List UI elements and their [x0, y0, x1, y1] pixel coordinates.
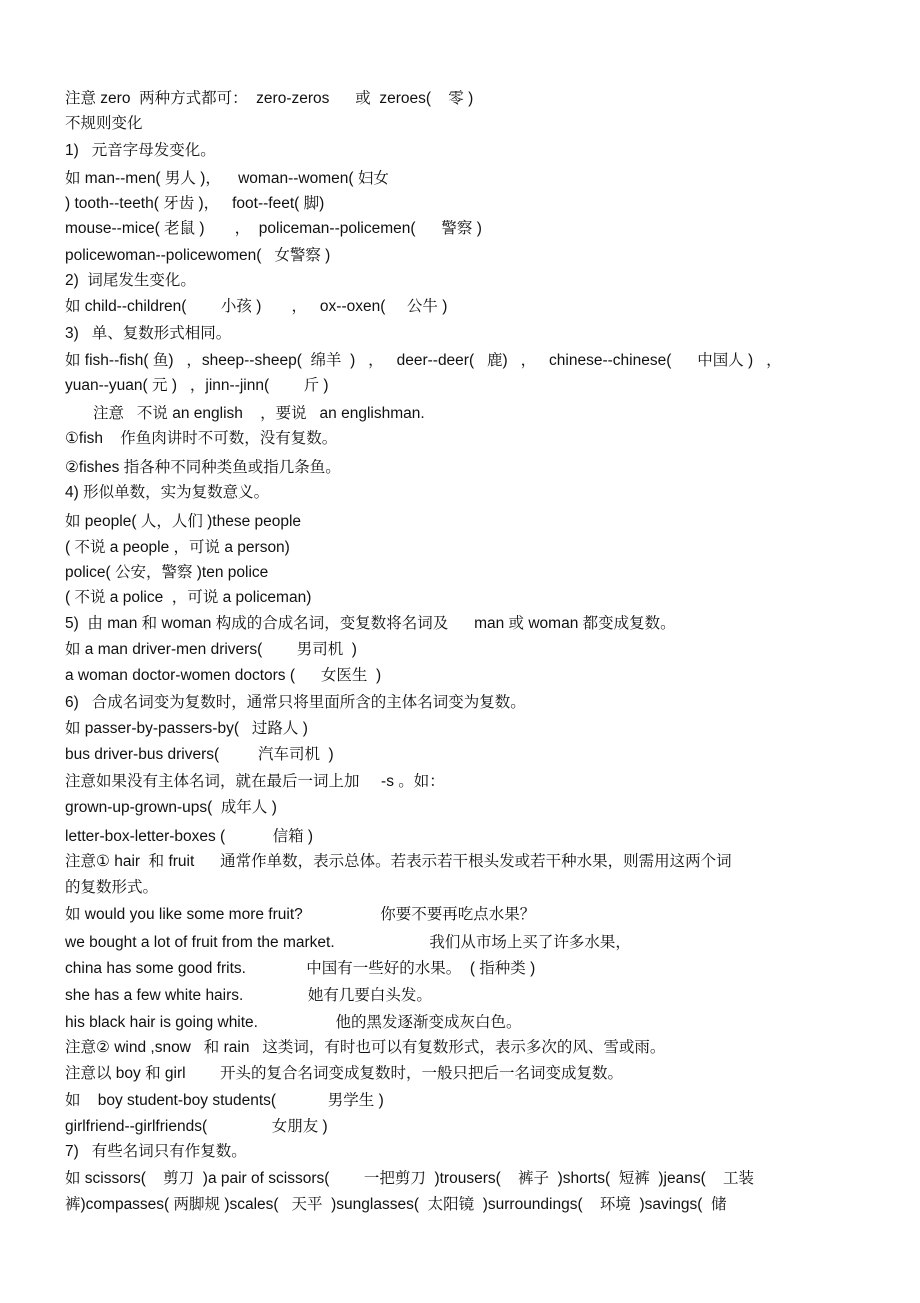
- text-line: 裤)compasses( 两脚规 )scales( 天平 )sunglasses( 太阳镜 )surroundings( 环境 )savings( 储: [65, 1196, 727, 1213]
- text-line: his black hair is going white. 他的黑发逐渐变成灰白色。: [65, 1014, 522, 1031]
- text-line: 2) 词尾发生变化。: [65, 272, 196, 289]
- text-line: a woman doctor-women doctors ( 女医生 ): [65, 667, 382, 684]
- text-line: 如 a man driver-men drivers( 男司机 ): [65, 641, 357, 658]
- text-line: ( 不说 a people ，可说 a person): [65, 539, 290, 556]
- text-line: 的复数形式。: [65, 879, 159, 896]
- text-line: bus driver-bus drivers( 汽车司机 ): [65, 746, 334, 763]
- text-line: ) tooth--teeth( 牙齿 )， foot--feet( 脚): [65, 195, 325, 212]
- text-line: girlfriend--girlfriends( 女朋友 ): [65, 1118, 328, 1135]
- text-line: 不规则变化: [65, 115, 143, 132]
- text-line: 如 scissors( 剪刀 )a pair of scissors( 一把剪刀 )trousers( 裤子 )shorts( 短裤 )jeans( 工装: [65, 1170, 754, 1187]
- text-line: 如 would you like some more fruit? 你要不要再吃点水果？: [65, 906, 536, 923]
- text-line: 4) 形似单数，实为复数意义。: [65, 484, 270, 501]
- text-line: 5) 由 man 和 woman 构成的合成名词，变复数将名词及 man 或 woman 都变成复数。: [65, 615, 676, 632]
- text-line: 注意以 boy 和 girl 开头的复合名词变成复数时，一般只把后一名词变成复数。: [65, 1065, 624, 1082]
- text-line: we bought a lot of fruit from the market. 我们从市场上买了许多水果，: [65, 934, 631, 951]
- text-line: 7) 有些名词只有作复数。: [65, 1143, 247, 1160]
- text-line: yuan--yuan( 元 ) ，jinn--jinn( 斤 ): [65, 377, 329, 394]
- text-line: 注意② wind ,snow 和 rain 这类词，有时也可以有复数形式，表示多次的风、雪或雨。: [65, 1039, 666, 1056]
- text-line: ( 不说 a police ，可说 a policeman): [65, 589, 312, 606]
- text-line: 如 passer-by-passers-by( 过路人 ): [65, 720, 308, 737]
- text-line: 如 man--men( 男人 )， woman--women( 妇女: [65, 170, 389, 187]
- text-line: mouse--mice( 老鼠 ) ， policeman--policemen( 警察 ): [65, 220, 482, 237]
- text-line: 注意 zero 两种方式都可： zero-zeros 或 zeroes( 零 ): [65, 90, 474, 107]
- text-line: 如 people( 人，人们 )these people: [65, 513, 302, 530]
- text-line: police( 公安，警察 )ten police: [65, 564, 269, 581]
- text-line: 如 fish--fish( 鱼) ，sheep--sheep( 绵羊 ) ， deer--deer( 鹿) ， chinese--chinese( 中国人 ) ，: [65, 352, 782, 369]
- text-line: 注意① hair 和 fruit 通常作单数，表示总体。若表示若干根头发或若干种水果，则需用这两个词: [65, 853, 732, 870]
- text-line: letter-box-letter-boxes ( 信箱 ): [65, 828, 314, 845]
- text-line: 1) 元音字母发变化。: [65, 142, 216, 159]
- text-line: policewoman--policewomen( 女警察 ): [65, 247, 331, 264]
- text-line: 6) 合成名词变为复数时，通常只将里面所含的主体名词变为复数。: [65, 694, 526, 711]
- text-line: 如 child--children( 小孩 ) ， ox--oxen( 公牛 ): [65, 298, 448, 315]
- text-line: 3) 单、复数形式相同。: [65, 325, 232, 342]
- text-line: ②fishes 指各种不同种类鱼或指几条鱼。: [65, 459, 341, 476]
- text-line: grown-up-grown-ups( 成年人 ): [65, 799, 277, 816]
- text-line: 注意 不说 an english ，要说 an englishman.: [93, 405, 425, 422]
- text-line: ①fish 作鱼肉讲时不可数，没有复数。: [65, 430, 338, 447]
- text-line: she has a few white hairs. 她有几要白头发。: [65, 987, 432, 1004]
- text-line: 注意如果没有主体名词，就在最后一词上加 -s 。如：: [65, 773, 445, 790]
- text-line: china has some good frits. 中国有一些好的水果。 ( 指种类 ): [65, 960, 536, 977]
- text-line: 如 boy student-boy students( 男学生 ): [65, 1092, 384, 1109]
